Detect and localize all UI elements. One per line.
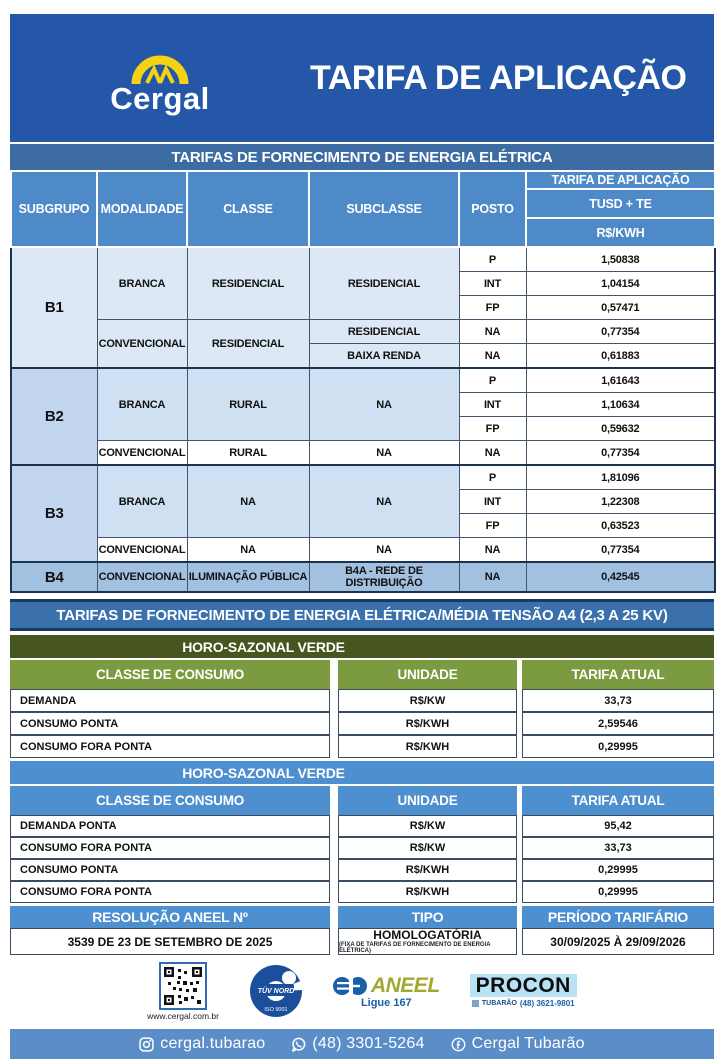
gap [330,881,338,903]
valor-cell: 0,77354 [526,441,715,466]
subclasse-cell: NA [309,538,459,563]
procon-label: PROCON [470,974,577,997]
classe-cell: ILUMINAÇÃO PÚBLICA [187,562,309,592]
gap [330,928,338,955]
col-header-subgrupo: SUBGRUPO [11,171,97,247]
procon-city: TUBARÃO [481,1000,517,1008]
col-header-classe: CLASSE [187,171,309,247]
col-header-posto: POSTO [459,171,526,247]
resolucao-header: RESOLUÇÃO ANEEL Nº [10,906,330,928]
instagram-item [139,1035,265,1053]
periodo-value: 30/09/2025 À 29/09/2026 [522,928,714,955]
modalidade-cell: BRANCA [97,247,187,320]
hs-header-tarifa: TARIFA ATUAL [522,786,714,815]
whatsapp-phone: (48) 3301-5264 [312,1035,425,1052]
page-title: TARIFA DE APLICAÇÃO [310,58,687,97]
gap [330,735,338,758]
hs-header-classe: CLASSE DE CONSUMO [10,786,330,815]
hs-verde-title: HORO-SAZONAL VERDE [10,635,517,658]
aneel-logo [333,974,440,1009]
valor-cell: 1,61643 [526,368,715,393]
instagram-handle: cergal.tubarao [160,1035,266,1052]
tuv-nord-logo [249,964,303,1018]
procon-logo [470,974,577,1008]
gap [330,784,338,815]
posto-cell: INT [459,393,526,417]
modalidade-cell: CONVENCIONAL [97,562,187,592]
hs-verde-title-right [522,635,714,658]
hs-header-classe: CLASSE DE CONSUMO [10,660,330,689]
valor-cell: 0,42545 [526,562,715,592]
subclasse-cell: RESIDENCIAL [309,320,459,344]
tarifa-cell: 95,42 [522,815,714,837]
horo-sazonal-azul-table [10,761,714,903]
modalidade-cell: CONVENCIONAL [97,320,187,369]
valor-cell: 0,77354 [526,538,715,563]
hs-azul-title: HORO-SAZONAL VERDE [10,761,517,784]
posto-cell: NA [459,344,526,369]
subgrupo-cell: B1 [11,247,97,368]
posto-cell: FP [459,296,526,320]
cergal-logo-text: Cergal [110,81,210,116]
posto-cell: INT [459,490,526,514]
section-title-fornecimento: TARIFAS DE FORNECIMENTO DE ENERGIA ELÉTRICA [10,144,714,170]
subclasse-cell: NA [309,368,459,441]
gap [330,689,338,712]
tarifa-cell: 0,29995 [522,735,714,758]
hs-header-tarifa: TARIFA ATUAL [522,660,714,689]
cergal-logo [10,39,310,117]
posto-cell: NA [459,562,526,592]
valor-cell: 1,81096 [526,465,715,490]
classe-cell: RESIDENCIAL [187,247,309,320]
unidade-cell: R$/KWH [338,735,517,758]
instagram-icon [139,1037,154,1052]
valor-cell: 0,77354 [526,320,715,344]
horo-sazonal-verde-table [10,635,714,758]
modalidade-cell: BRANCA [97,368,187,441]
hs-header-unidade: UNIDADE [338,786,517,815]
posto-cell: P [459,247,526,272]
cergal-arch-icon [127,39,193,85]
periodo-header: PERÍODO TARIFÁRIO [522,906,714,928]
aneel-label: ANEEL [370,973,440,997]
tipo-value-text: HOMOLOGATÓRIA [373,928,482,942]
posto-cell: P [459,465,526,490]
valor-cell: 1,04154 [526,272,715,296]
valor-cell: 0,61883 [526,344,715,369]
col-header-subclasse: SUBCLASSE [309,171,459,247]
classe-cell: NA [187,538,309,563]
posto-cell: NA [459,441,526,466]
subgrupo-cell: B3 [11,465,97,562]
posto-cell: FP [459,514,526,538]
facebook-icon [451,1037,466,1052]
col-header-unit: R$/KWH [526,218,715,247]
unidade-cell: R$/KW [338,689,517,712]
unidade-cell: R$/KW [338,837,517,859]
aneel-icon [333,976,367,996]
footer-contact-bar [10,1029,714,1059]
classe-consumo-cell: CONSUMO FORA PONTA [10,881,330,903]
subclasse-cell: RESIDENCIAL [309,247,459,320]
unidade-cell: R$/KWH [338,859,517,881]
valor-cell: 0,63523 [526,514,715,538]
valor-cell: 0,59632 [526,417,715,441]
whatsapp-item [291,1035,424,1053]
posto-cell: FP [459,417,526,441]
qr-block [147,962,219,1021]
facebook-handle: Cergal Tubarão [471,1035,585,1052]
valor-cell: 0,57471 [526,296,715,320]
posto-cell: INT [459,272,526,296]
posto-cell: NA [459,320,526,344]
classe-cell: NA [187,465,309,538]
gap [330,658,338,689]
modalidade-cell: CONVENCIONAL [97,538,187,563]
valor-cell: 1,22308 [526,490,715,514]
whatsapp-icon [291,1037,306,1052]
header-banner [10,14,714,142]
gap [330,837,338,859]
classe-consumo-cell: CONSUMO PONTA [10,859,330,881]
unidade-cell: R$/KW [338,815,517,837]
modalidade-cell: BRANCA [97,465,187,538]
tarifa-cell: 33,73 [522,689,714,712]
facebook-item [451,1035,585,1053]
classe-consumo-cell: CONSUMO FORA PONTA [10,735,330,758]
resolucao-value: 3539 DE 23 DE SETEMBRO DE 2025 [10,928,330,955]
aneel-phone: Ligue 167 [360,996,412,1009]
tipo-header: TIPO [338,906,517,928]
gap [330,859,338,881]
website-url: www.cergal.com.br [147,1010,219,1021]
unidade-cell: R$/KWH [338,712,517,735]
classe-consumo-cell: DEMANDA [10,689,330,712]
tuv-nord-label: TÜV NORD [257,988,295,995]
hs-azul-title-right [522,761,714,784]
subgrupo-cell: B4 [11,562,97,592]
procon-phone: (48) 3621-9801 [519,999,575,1009]
main-tariff-table-wrap [10,170,714,593]
tariff-poster [0,14,724,1052]
subclasse-cell: BAIXA RENDA [309,344,459,369]
tubarao-crest-icon [472,1000,479,1007]
modalidade-cell: CONVENCIONAL [97,441,187,466]
tarifa-cell: 2,59546 [522,712,714,735]
tuv-iso-label: ISO 9001 [264,1007,288,1013]
subgrupo-cell: B2 [11,368,97,465]
classe-cell: RURAL [187,441,309,466]
main-tariff-table [10,170,716,593]
tipo-value-note: (FIXA DE TARIFAS DE FORNECIMENTO DE ENERGIA ELÉTRICA) [339,942,491,954]
qr-code-icon [159,962,207,1010]
tarifa-cell: 0,29995 [522,881,714,903]
posto-cell: P [459,368,526,393]
tipo-value [338,928,517,955]
tarifa-cell: 33,73 [522,837,714,859]
gap [330,712,338,735]
unidade-cell: R$/KWH [338,881,517,903]
gap [330,906,338,928]
resolution-strip [10,906,714,955]
col-header-tusd-te: TUSD + TE [526,189,715,218]
footer-logos [10,962,714,1020]
col-header-modalidade: MODALIDADE [97,171,187,247]
classe-consumo-cell: CONSUMO FORA PONTA [10,837,330,859]
col-header-tarifa-aplicacao: TARIFA DE APLICAÇÃO [526,171,715,189]
valor-cell: 1,50838 [526,247,715,272]
posto-cell: NA [459,538,526,563]
classe-cell: RURAL [187,368,309,441]
gap [330,815,338,837]
section-title-media-tensao: TARIFAS DE FORNECIMENTO DE ENERGIA ELÉTRICA/MÉDIA TENSÃO A4 (2,3 A 25 KV) [10,599,714,631]
subclasse-cell: B4A - REDE DE DISTRIBUIÇÃO [309,562,459,592]
classe-consumo-cell: CONSUMO PONTA [10,712,330,735]
subclasse-cell: NA [309,465,459,538]
tarifa-cell: 0,29995 [522,859,714,881]
valor-cell: 1,10634 [526,393,715,417]
classe-cell: RESIDENCIAL [187,320,309,369]
subclasse-cell: NA [309,441,459,466]
classe-consumo-cell: DEMANDA PONTA [10,815,330,837]
hs-header-unidade: UNIDADE [338,660,517,689]
